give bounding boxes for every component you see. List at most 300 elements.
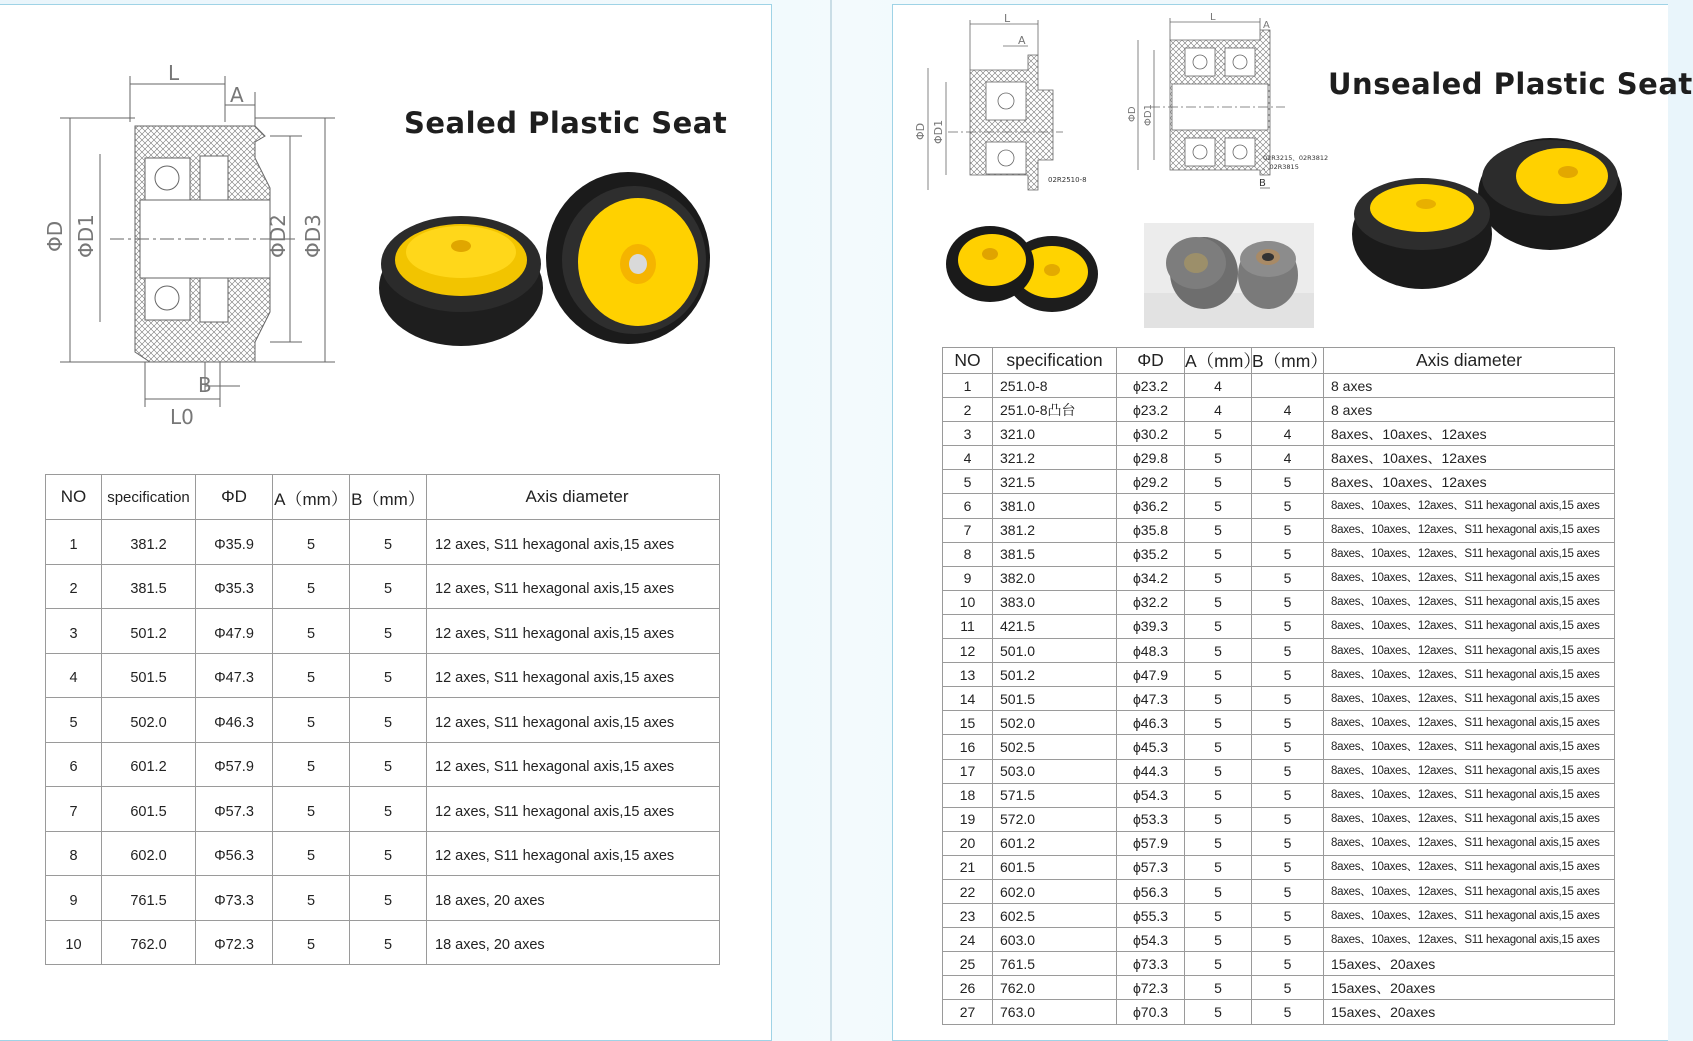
sealed-seat-technical-drawing — [40, 62, 370, 442]
col-header-b: B（mm） — [350, 475, 427, 520]
part-number-label-3: 、02R3815 — [1263, 163, 1299, 171]
cell-spec: 321.5 — [993, 470, 1117, 494]
cell-b: 5 — [1252, 759, 1324, 783]
table-row — [943, 446, 1615, 470]
table-row — [943, 398, 1615, 422]
cell-axis: 8axes、10axes、12axes、S11 hexagonal axis,15 axes — [1324, 783, 1615, 807]
cell-b: 5 — [1252, 494, 1324, 518]
cell-d: ϕ29.2 — [1117, 470, 1185, 494]
cell-spec: 602.0 — [102, 831, 196, 876]
cell-d: ϕ57.3 — [1117, 855, 1185, 879]
cell-no: 4 — [943, 446, 993, 470]
cell-b: 5 — [1252, 542, 1324, 566]
cell-a: 5 — [273, 742, 350, 787]
sealed-spec-table — [45, 474, 720, 965]
cell-a: 5 — [1185, 928, 1252, 952]
cell-d: ϕ54.3 — [1117, 928, 1185, 952]
cell-spec: 601.5 — [993, 855, 1117, 879]
cell-spec: 381.5 — [993, 542, 1117, 566]
cell-no: 10 — [943, 590, 993, 614]
cell-b: 5 — [350, 520, 427, 565]
cell-d: ϕ36.2 — [1117, 494, 1185, 518]
table-row — [943, 639, 1615, 663]
cell-b: 5 — [1252, 1000, 1324, 1024]
cell-axis: 8axes、10axes、12axes、S11 hexagonal axis,15 axes — [1324, 518, 1615, 542]
cell-a: 5 — [1185, 687, 1252, 711]
page-spine — [830, 0, 832, 1041]
cell-b: 5 — [350, 787, 427, 832]
cell-a: 5 — [1185, 590, 1252, 614]
cell-no: 14 — [943, 687, 993, 711]
cell-d: ϕ23.2 — [1117, 398, 1185, 422]
cell-a: 5 — [1185, 952, 1252, 976]
cell-b: 5 — [1252, 663, 1324, 687]
cell-a: 4 — [1185, 374, 1252, 398]
cell-d: ϕ48.3 — [1117, 639, 1185, 663]
cell-no: 5 — [943, 470, 993, 494]
cell-axis: 8axes、10axes、12axes、S11 hexagonal axis,15 axes — [1324, 831, 1615, 855]
cell-b — [1252, 374, 1324, 398]
cell-spec: 501.2 — [993, 663, 1117, 687]
cell-axis: 8axes、10axes、12axes、S11 hexagonal axis,15 axes — [1324, 759, 1615, 783]
cell-d: ϕ47.3 — [1117, 687, 1185, 711]
cell-a: 5 — [1185, 518, 1252, 542]
cell-b: 5 — [1252, 614, 1324, 638]
cell-spec: 601.5 — [102, 787, 196, 832]
dim-label-D: ΦD — [43, 220, 67, 252]
cell-spec: 761.5 — [993, 952, 1117, 976]
cell-b: 5 — [1252, 952, 1324, 976]
cell-b: 5 — [1252, 711, 1324, 735]
cell-spec: 251.0-8凸台 — [993, 398, 1117, 422]
cell-axis: 12 axes, S11 hexagonal axis,15 axes — [427, 564, 720, 609]
cell-a: 5 — [273, 876, 350, 921]
cell-b: 4 — [1252, 446, 1324, 470]
cell-a: 5 — [1185, 879, 1252, 903]
cell-no: 2 — [943, 398, 993, 422]
cell-d: ϕ34.2 — [1117, 566, 1185, 590]
table-row — [943, 687, 1615, 711]
cell-b: 5 — [350, 564, 427, 609]
cell-spec: 381.2 — [993, 518, 1117, 542]
table-row — [943, 735, 1615, 759]
cell-axis: 12 axes, S11 hexagonal axis,15 axes — [427, 653, 720, 698]
cell-d: ϕ70.3 — [1117, 1000, 1185, 1024]
cell-b: 5 — [1252, 783, 1324, 807]
table-row — [943, 494, 1615, 518]
cell-axis: 8axes、10axes、12axes、S11 hexagonal axis,15 axes — [1324, 879, 1615, 903]
cell-b: 5 — [1252, 807, 1324, 831]
table-row — [46, 920, 720, 965]
cell-axis: 8axes、10axes、12axes、S11 hexagonal axis,15 axes — [1324, 855, 1615, 879]
cell-spec: 571.5 — [993, 783, 1117, 807]
cell-d: Φ57.9 — [196, 742, 273, 787]
col-header-d: ΦD — [1117, 348, 1185, 374]
cell-d: Φ73.3 — [196, 876, 273, 921]
cell-spec: 381.2 — [102, 520, 196, 565]
cell-no: 15 — [943, 711, 993, 735]
cell-no: 18 — [943, 783, 993, 807]
unsealed-seat-product-photo-small — [944, 222, 1100, 318]
cell-d: ϕ35.8 — [1117, 518, 1185, 542]
cell-d: Φ56.3 — [196, 831, 273, 876]
cell-no: 8 — [943, 542, 993, 566]
cell-a: 5 — [1185, 735, 1252, 759]
cell-spec: 381.5 — [102, 564, 196, 609]
cell-spec: 321.2 — [993, 446, 1117, 470]
cell-d: Φ35.3 — [196, 564, 273, 609]
cell-d: ϕ45.3 — [1117, 735, 1185, 759]
table-row — [943, 614, 1615, 638]
cell-axis: 8axes、10axes、12axes、S11 hexagonal axis,15 axes — [1324, 614, 1615, 638]
cell-spec: 321.0 — [993, 422, 1117, 446]
cell-b: 5 — [1252, 928, 1324, 952]
cell-d: ϕ23.2 — [1117, 374, 1185, 398]
unsealed-seat-grey-samples-photo — [1144, 223, 1314, 328]
cell-axis: 18 axes, 20 axes — [427, 920, 720, 965]
col-header-b: B（mm） — [1252, 348, 1324, 374]
table-row — [46, 876, 720, 921]
cell-axis: 12 axes, S11 hexagonal axis,15 axes — [427, 698, 720, 743]
cell-spec: 501.2 — [102, 609, 196, 654]
cell-no: 4 — [46, 653, 102, 698]
cell-no: 11 — [943, 614, 993, 638]
cell-d: ϕ57.9 — [1117, 831, 1185, 855]
cell-a: 5 — [1185, 614, 1252, 638]
cell-d: Φ72.3 — [196, 920, 273, 965]
dim-label-L-1: L — [1004, 12, 1011, 25]
cell-a: 5 — [1185, 470, 1252, 494]
dim-label-B-2: B — [1259, 178, 1266, 189]
cell-no: 1 — [943, 374, 993, 398]
table-row — [943, 374, 1615, 398]
cell-d: ϕ47.9 — [1117, 663, 1185, 687]
cell-b: 5 — [1252, 976, 1324, 1000]
cell-d: ϕ53.3 — [1117, 807, 1185, 831]
cell-no: 7 — [943, 518, 993, 542]
cell-spec: 501.5 — [102, 653, 196, 698]
cell-no: 1 — [46, 520, 102, 565]
table-row — [46, 609, 720, 654]
cell-no: 23 — [943, 904, 993, 928]
cell-a: 5 — [1185, 566, 1252, 590]
cell-spec: 381.0 — [993, 494, 1117, 518]
dim-label-D1: ΦD1 — [74, 214, 98, 258]
col-header-d: ΦD — [196, 475, 273, 520]
cell-axis: 8axes、10axes、12axes — [1324, 446, 1615, 470]
cell-no: 6 — [943, 494, 993, 518]
cell-spec: 602.0 — [993, 879, 1117, 903]
cell-no: 19 — [943, 807, 993, 831]
cell-a: 5 — [1185, 759, 1252, 783]
cell-a: 5 — [273, 520, 350, 565]
cell-a: 5 — [1185, 711, 1252, 735]
cell-a: 4 — [1185, 398, 1252, 422]
table-row — [943, 566, 1615, 590]
cell-a: 5 — [1185, 1000, 1252, 1024]
cell-axis: 12 axes, S11 hexagonal axis,15 axes — [427, 831, 720, 876]
cell-axis: 8axes、10axes、12axes、S11 hexagonal axis,15 axes — [1324, 904, 1615, 928]
cell-no: 7 — [46, 787, 102, 832]
table-row — [943, 470, 1615, 494]
cell-a: 5 — [1185, 976, 1252, 1000]
table-row — [46, 831, 720, 876]
part-number-label-1: 02R2510-8 — [1048, 176, 1087, 184]
part-number-label-2: 02R3215、02R3812 — [1263, 154, 1329, 162]
cell-a: 5 — [273, 653, 350, 698]
cell-d: ϕ35.2 — [1117, 542, 1185, 566]
table-row — [943, 807, 1615, 831]
cell-no: 6 — [46, 742, 102, 787]
cell-d: ϕ29.8 — [1117, 446, 1185, 470]
table-row — [46, 742, 720, 787]
cell-a: 5 — [1185, 639, 1252, 663]
cell-a: 5 — [1185, 855, 1252, 879]
cell-d: Φ35.9 — [196, 520, 273, 565]
cell-d: ϕ30.2 — [1117, 422, 1185, 446]
table-row — [943, 542, 1615, 566]
cell-b: 5 — [350, 920, 427, 965]
cell-b: 5 — [1252, 470, 1324, 494]
cell-no: 25 — [943, 952, 993, 976]
cell-b: 5 — [350, 742, 427, 787]
cell-d: ϕ54.3 — [1117, 783, 1185, 807]
cell-no: 21 — [943, 855, 993, 879]
dim-label-D2: ΦD2 — [266, 214, 290, 258]
cell-spec: 501.5 — [993, 687, 1117, 711]
cell-a: 5 — [1185, 783, 1252, 807]
cell-axis: 15axes、20axes — [1324, 976, 1615, 1000]
cell-spec: 502.0 — [993, 711, 1117, 735]
cell-spec: 601.2 — [102, 742, 196, 787]
cell-axis: 8axes、10axes、12axes、S11 hexagonal axis,15 axes — [1324, 566, 1615, 590]
cell-spec: 761.5 — [102, 876, 196, 921]
cell-b: 5 — [1252, 855, 1324, 879]
cell-axis: 8axes、10axes、12axes、S11 hexagonal axis,15 axes — [1324, 711, 1615, 735]
cell-b: 5 — [350, 609, 427, 654]
col-header-axis: Axis diameter — [1324, 348, 1615, 374]
cell-axis: 8 axes — [1324, 398, 1615, 422]
table-row — [943, 783, 1615, 807]
cell-axis: 15axes、20axes — [1324, 1000, 1615, 1024]
cell-a: 5 — [273, 564, 350, 609]
cell-no: 17 — [943, 759, 993, 783]
col-header-specification: specification — [993, 348, 1117, 374]
cell-axis: 12 axes, S11 hexagonal axis,15 axes — [427, 742, 720, 787]
dim-label-D-2: ΦD — [1127, 106, 1138, 122]
cell-b: 5 — [1252, 904, 1324, 928]
cell-spec: 603.0 — [993, 928, 1117, 952]
cell-b: 5 — [350, 831, 427, 876]
cell-b: 5 — [1252, 831, 1324, 855]
table-header-row — [943, 348, 1615, 374]
cell-a: 5 — [1185, 831, 1252, 855]
cell-axis: 8axes、10axes、12axes、S11 hexagonal axis,15 axes — [1324, 687, 1615, 711]
dim-label-L0: L0 — [170, 405, 194, 429]
cell-spec: 762.0 — [102, 920, 196, 965]
cell-no: 22 — [943, 879, 993, 903]
cell-a: 5 — [1185, 422, 1252, 446]
table-header-row — [46, 475, 720, 520]
cell-no: 9 — [943, 566, 993, 590]
table-row — [943, 422, 1615, 446]
sealed-seat-product-photo — [376, 168, 716, 353]
cell-spec: 502.0 — [102, 698, 196, 743]
cell-no: 16 — [943, 735, 993, 759]
cell-d: ϕ32.2 — [1117, 590, 1185, 614]
cell-axis: 8axes、10axes、12axes、S11 hexagonal axis,15 axes — [1324, 639, 1615, 663]
unsealed-seat-technical-drawing-2 — [1110, 10, 1340, 195]
table-row — [46, 698, 720, 743]
table-row — [943, 904, 1615, 928]
col-header-specification: specification — [102, 475, 196, 520]
table-row — [943, 855, 1615, 879]
cell-spec: 503.0 — [993, 759, 1117, 783]
cell-spec: 383.0 — [993, 590, 1117, 614]
dim-label-L: L — [168, 61, 180, 85]
cell-b: 5 — [1252, 566, 1324, 590]
col-header-axis: Axis diameter — [427, 475, 720, 520]
cell-no: 3 — [46, 609, 102, 654]
table-row — [943, 952, 1615, 976]
col-header-a: A（mm） — [1185, 348, 1252, 374]
cell-no: 5 — [46, 698, 102, 743]
cell-d: Φ47.3 — [196, 653, 273, 698]
cell-a: 5 — [273, 831, 350, 876]
cell-b: 5 — [350, 653, 427, 698]
cell-axis: 15axes、20axes — [1324, 952, 1615, 976]
cell-spec: 572.0 — [993, 807, 1117, 831]
cell-spec: 602.5 — [993, 904, 1117, 928]
table-row — [46, 564, 720, 609]
cell-no: 10 — [46, 920, 102, 965]
col-header-a: A（mm） — [273, 475, 350, 520]
dim-label-D3: ΦD3 — [301, 214, 325, 258]
cell-no: 26 — [943, 976, 993, 1000]
col-header-no: NO — [46, 475, 102, 520]
cell-no: 27 — [943, 1000, 993, 1024]
cell-a: 5 — [273, 787, 350, 832]
col-header-no: NO — [943, 348, 993, 374]
table-row — [943, 711, 1615, 735]
table-row — [46, 787, 720, 832]
cell-no: 9 — [46, 876, 102, 921]
cell-b: 5 — [1252, 518, 1324, 542]
cell-axis: 8axes、10axes、12axes、S11 hexagonal axis,15 axes — [1324, 663, 1615, 687]
cell-b: 5 — [350, 698, 427, 743]
dim-label-A: A — [230, 83, 244, 107]
dim-label-B: B — [198, 373, 212, 397]
cell-axis: 12 axes, S11 hexagonal axis,15 axes — [427, 520, 720, 565]
unsealed-seat-product-photo-large — [1352, 134, 1628, 294]
cell-axis: 18 axes, 20 axes — [427, 876, 720, 921]
cell-d: ϕ72.3 — [1117, 976, 1185, 1000]
cell-no: 3 — [943, 422, 993, 446]
cell-a: 5 — [1185, 494, 1252, 518]
dim-label-A-2: A — [1263, 20, 1270, 31]
table-row — [943, 1000, 1615, 1024]
table-row — [46, 520, 720, 565]
cell-spec: 251.0-8 — [993, 374, 1117, 398]
cell-b: 4 — [1252, 422, 1324, 446]
table-row — [943, 590, 1615, 614]
table-row — [943, 928, 1615, 952]
cell-spec: 501.0 — [993, 639, 1117, 663]
unsealed-spec-table — [942, 347, 1615, 1025]
cell-axis: 12 axes, S11 hexagonal axis,15 axes — [427, 787, 720, 832]
cell-no: 2 — [46, 564, 102, 609]
cell-a: 5 — [273, 609, 350, 654]
cell-spec: 502.5 — [993, 735, 1117, 759]
cell-spec: 601.2 — [993, 831, 1117, 855]
table-row — [943, 879, 1615, 903]
cell-d: ϕ44.3 — [1117, 759, 1185, 783]
unsealed-seat-technical-drawing-1 — [908, 10, 1087, 195]
cell-b: 5 — [1252, 879, 1324, 903]
table-row — [943, 976, 1615, 1000]
cell-d: Φ46.3 — [196, 698, 273, 743]
cell-b: 5 — [1252, 590, 1324, 614]
table-row — [46, 653, 720, 698]
dim-label-A-1: A — [1018, 34, 1026, 47]
cell-b: 5 — [350, 876, 427, 921]
dim-label-D-1: ΦD — [914, 122, 927, 140]
cell-a: 5 — [273, 920, 350, 965]
cell-axis: 8axes、10axes、12axes、S11 hexagonal axis,15 axes — [1324, 494, 1615, 518]
cell-d: ϕ55.3 — [1117, 904, 1185, 928]
cell-spec: 763.0 — [993, 1000, 1117, 1024]
sealed-seat-title: Sealed Plastic Seat — [404, 106, 728, 140]
cell-d: ϕ56.3 — [1117, 879, 1185, 903]
cell-a: 5 — [1185, 904, 1252, 928]
cell-d: ϕ39.3 — [1117, 614, 1185, 638]
cell-a: 5 — [273, 698, 350, 743]
cell-b: 5 — [1252, 639, 1324, 663]
cell-axis: 8axes、10axes、12axes、S11 hexagonal axis,15 axes — [1324, 542, 1615, 566]
cell-b: 5 — [1252, 735, 1324, 759]
cell-a: 5 — [1185, 446, 1252, 470]
dim-label-L-2: L — [1210, 12, 1216, 23]
cell-d: Φ57.3 — [196, 787, 273, 832]
dim-label-D1-1: ΦD1 — [932, 119, 945, 144]
cell-axis: 8axes、10axes、12axes、S11 hexagonal axis,15 axes — [1324, 807, 1615, 831]
cell-b: 5 — [1252, 687, 1324, 711]
cell-a: 5 — [1185, 542, 1252, 566]
cell-axis: 8axes、10axes、12axes、S11 hexagonal axis,15 axes — [1324, 928, 1615, 952]
cell-spec: 762.0 — [993, 976, 1117, 1000]
cell-axis: 12 axes, S11 hexagonal axis,15 axes — [427, 609, 720, 654]
cell-no: 8 — [46, 831, 102, 876]
cell-d: Φ47.9 — [196, 609, 273, 654]
table-row — [943, 518, 1615, 542]
cell-no: 12 — [943, 639, 993, 663]
cell-no: 20 — [943, 831, 993, 855]
cell-axis: 8axes、10axes、12axes — [1324, 470, 1615, 494]
cell-a: 5 — [1185, 807, 1252, 831]
cell-no: 13 — [943, 663, 993, 687]
cell-d: ϕ46.3 — [1117, 711, 1185, 735]
table-row — [943, 831, 1615, 855]
table-row — [943, 759, 1615, 783]
unsealed-seat-title: Unsealed Plastic Seat — [1328, 67, 1693, 101]
cell-spec: 382.0 — [993, 566, 1117, 590]
cell-a: 5 — [1185, 663, 1252, 687]
cell-spec: 421.5 — [993, 614, 1117, 638]
table-row — [943, 663, 1615, 687]
cell-axis: 8axes、10axes、12axes、S11 hexagonal axis,15 axes — [1324, 590, 1615, 614]
cell-axis: 8 axes — [1324, 374, 1615, 398]
cell-axis: 8axes、10axes、12axes — [1324, 422, 1615, 446]
